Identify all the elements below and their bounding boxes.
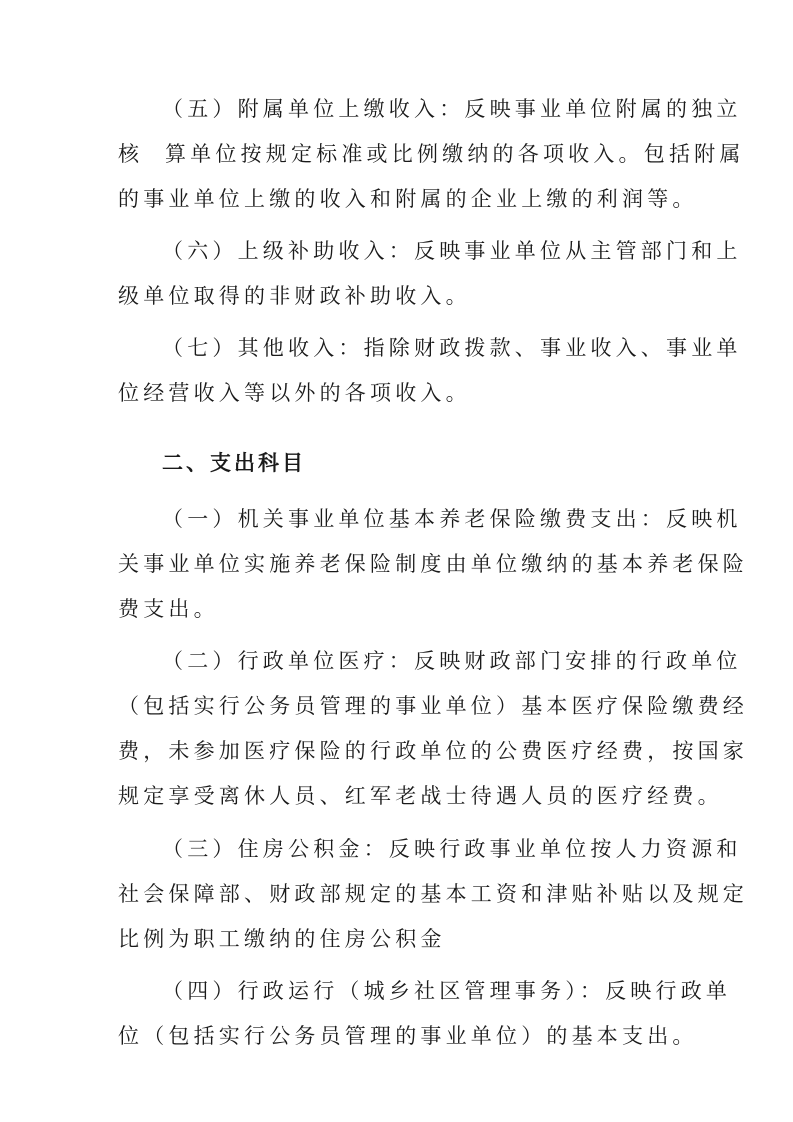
paragraph-line: 位（包括实行公务员管理的事业单位）的基本支出。 <box>118 1024 698 1048</box>
paragraph-line: （二）行政单位医疗：反映财政部门安排的行政单位 <box>162 649 742 673</box>
paragraph-line: 比例为职工缴纳的住房公积金 <box>118 927 446 951</box>
paragraph-line: （五）附属单位上缴收入：反映事业单位附属的独立 <box>162 97 742 121</box>
paragraph-line: 关事业单位实施养老保险制度由单位缴纳的基本养老保险 <box>118 552 748 576</box>
paragraph-line: 核 算单位按规定标准或比例缴纳的各项收入。包括附属 <box>118 142 745 166</box>
paragraph-line: 社会保障部、财政部规定的基本工资和津贴补贴以及规定 <box>118 882 748 906</box>
section-heading: 二、支出科目 <box>162 451 306 475</box>
paragraph-line: 规定享受离休人员、红军老战士待遇人员的医疗经费。 <box>118 784 723 808</box>
paragraph-line: （一）机关事业单位基本养老保险缴费支出：反映机 <box>162 507 742 531</box>
paragraph-line: 级单位取得的非财政补助收入。 <box>118 284 471 308</box>
paragraph-line: （三）住房公积金：反映行政事业单位按人力资源和 <box>162 837 742 861</box>
paragraph-line: （七）其他收入：指除财政拨款、事业收入、事业单 <box>162 336 742 360</box>
paragraph-line: 的事业单位上缴的收入和附属的企业上缴的利润等。 <box>118 187 698 211</box>
paragraph-line: （包括实行公务员管理的事业单位）基本医疗保险缴费经 <box>118 694 748 718</box>
paragraph-line: 费，未参加医疗保险的行政单位的公费医疗经费，按国家 <box>118 739 748 763</box>
paragraph-line: 位经营收入等以外的各项收入。 <box>118 381 471 405</box>
paragraph-line: 费支出。 <box>118 597 219 621</box>
paragraph-line: （六）上级补助收入：反映事业单位从主管部门和上 <box>162 239 742 263</box>
paragraph-line: （四）行政运行（城乡社区管理事务）：反映行政单 <box>162 979 732 1003</box>
